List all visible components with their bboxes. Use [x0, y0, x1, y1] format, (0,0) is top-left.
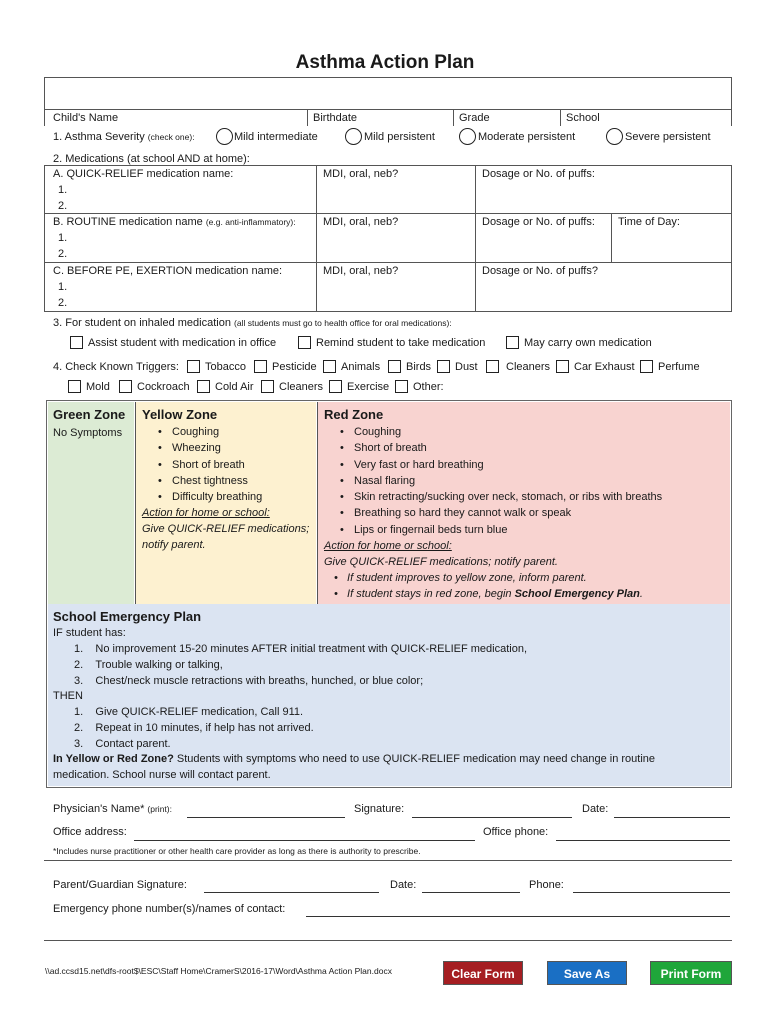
list-item: • Wheezing [154, 440, 262, 456]
severity-mild-persistent-radio[interactable] [345, 128, 362, 145]
parent-signature-field[interactable] [204, 892, 379, 893]
parent-signature-label: Parent/Guardian Signature: [53, 879, 187, 891]
parent-phone-field[interactable] [573, 892, 730, 893]
trigger-label: Other: [413, 381, 444, 393]
physician-name-field[interactable] [187, 817, 345, 818]
divider [453, 110, 454, 126]
list-item: • Nasal flaring [336, 473, 662, 489]
emergency-note: In Yellow or Red Zone? Students with symptoms who need to use QUICK-RELIEF medication may need change in routine [53, 753, 655, 765]
physician-date-field[interactable] [614, 817, 730, 818]
emergency-contact-field[interactable] [306, 916, 730, 917]
red-zone-symptoms [336, 424, 662, 538]
severity-option-label: Mild persistent [364, 131, 435, 143]
emergency-contact-label: Emergency phone number(s)/names of contact: [53, 903, 286, 915]
severity-option-label: Moderate persistent [478, 131, 576, 143]
list-item: 2. Trouble walking or talking, [74, 659, 223, 671]
yellow-action-line: Give QUICK-RELIEF medications; [142, 523, 310, 535]
trigger-label: Cockroach [137, 381, 190, 393]
office-phone-label: Office phone: [483, 826, 549, 838]
page-title: Asthma Action Plan [295, 52, 475, 73]
trigger-label: Cleaners [279, 381, 324, 393]
red-action-line: Give QUICK-RELIEF medications; notify parent. [324, 556, 558, 568]
office-address-label: Office address: [53, 826, 127, 838]
trigger-label: Pesticide [272, 361, 317, 373]
routine-line-1[interactable]: 1. [58, 232, 68, 244]
child-name-label: Child's Name [53, 112, 119, 124]
severity-option-label: Mild intermediate [234, 131, 318, 143]
trigger-cockroach-checkbox[interactable] [119, 380, 132, 393]
list-item: 1. Give QUICK-RELIEF medication, Call 911. [74, 706, 304, 718]
divider [44, 262, 732, 263]
list-item: • Difficulty breathing [154, 489, 262, 505]
school-emergency-plan [48, 604, 730, 786]
severity-moderate-persistent-radio[interactable] [459, 128, 476, 145]
routine-dose-label: Dosage or No. of puffs: [482, 216, 595, 228]
emergency-if-label: IF student has: [53, 627, 126, 639]
before-pe-dose-label: Dosage or No. of puffs? [482, 265, 598, 277]
divider [44, 940, 732, 941]
yellow-action-line: notify parent. [142, 539, 206, 551]
list-item: 1. No improvement 15-20 minutes AFTER initial treatment with QUICK-RELIEF medication, [74, 643, 528, 655]
remind-student-checkbox[interactable] [298, 336, 311, 349]
green-zone-text: No Symptoms [53, 427, 123, 439]
divider [731, 165, 732, 311]
list-item: • Short of breath [154, 457, 262, 473]
red-zone [318, 402, 730, 604]
trigger-label: Car Exhaust [574, 361, 635, 373]
divider [44, 110, 45, 126]
inhaled-option-label: Remind student to take medication [316, 337, 486, 349]
before-pe-line-2[interactable]: 2. [58, 297, 68, 309]
trigger-cleaners-2-checkbox[interactable] [261, 380, 274, 393]
physician-name-label: Physician's Name* (print): [53, 803, 172, 815]
list-item: • Short of breath [336, 440, 662, 456]
inhaled-heading: 3. For student on inhaled medication (all students must go to health office for oral medications): [53, 317, 452, 329]
green-zone [48, 402, 134, 604]
quick-relief-line-1[interactable]: 1. [58, 184, 68, 196]
divider [44, 165, 45, 311]
quick-relief-form-label: MDI, oral, neb? [323, 168, 399, 180]
routine-name-label: B. ROUTINE medication name (e.g. anti-inflammatory): [53, 216, 296, 228]
triggers-label: 4. Check Known Triggers: [53, 361, 179, 373]
divider [44, 165, 732, 166]
trigger-label: Cleaners [506, 361, 551, 373]
list-item: • Chest tightness [154, 473, 262, 489]
yellow-zone [136, 402, 316, 604]
trigger-label: Dust [455, 361, 478, 373]
physician-footnote: *Includes nurse practitioner or other health care provider as long as there is authority to prescribe. [53, 846, 421, 856]
trigger-label: Animals [341, 361, 381, 373]
list-item: • Coughing [336, 424, 662, 440]
green-zone-title: Green Zone [53, 407, 126, 422]
physician-signature-field[interactable] [412, 817, 572, 818]
yellow-zone-symptoms [154, 424, 262, 505]
trigger-car-exhaust-checkbox[interactable] [556, 360, 569, 373]
red-action-heading: Action for home or school: [324, 540, 452, 552]
list-item: • Breathing so hard they cannot walk or speak [336, 505, 662, 521]
trigger-tobacco-checkbox[interactable] [187, 360, 200, 373]
trigger-label: Perfume [658, 361, 700, 373]
divider [317, 402, 318, 604]
carry-own-checkbox[interactable] [506, 336, 519, 349]
physician-date-label: Date: [582, 803, 609, 815]
office-address-field[interactable] [134, 840, 475, 841]
quick-relief-line-2[interactable]: 2. [58, 200, 68, 212]
trigger-birds-checkbox[interactable] [388, 360, 401, 373]
before-pe-name-label: C. BEFORE PE, EXERTION medication name: [53, 265, 283, 277]
divider [135, 402, 136, 604]
quick-relief-dose-label: Dosage or No. of puffs: [482, 168, 595, 180]
save-as-button[interactable]: Save As [547, 961, 627, 985]
divider [316, 165, 317, 311]
severity-label: 1. Asthma Severity (check one): [53, 131, 195, 143]
trigger-label: Mold [86, 381, 110, 393]
before-pe-line-1[interactable]: 1. [58, 281, 68, 293]
child-info-field[interactable] [44, 77, 732, 110]
list-item: 3. Chest/neck muscle retractions with breaths, hunched, or blue color; [74, 675, 424, 687]
red-zone-title: Red Zone [324, 407, 384, 422]
divider [44, 860, 732, 861]
trigger-label: Tobacco [205, 361, 246, 373]
severity-severe-persistent-radio[interactable] [606, 128, 623, 145]
list-item: 3. Contact parent. [74, 738, 171, 750]
divider [475, 165, 476, 311]
list-item: • Very fast or hard breathing [336, 457, 662, 473]
routine-line-2[interactable]: 2. [58, 248, 68, 260]
medications-heading: 2. Medications (at school AND at home): [53, 153, 250, 165]
trigger-perfume-checkbox[interactable] [640, 360, 653, 373]
divider [731, 110, 732, 126]
trigger-label: Exercise [347, 381, 390, 393]
file-path: \\ad.ccsd15.net\dfs-root$\ESC\Staff Home\CramerS\2016-17\Word\Asthma Action Plan.docx [45, 966, 392, 976]
print-form-button[interactable]: Print Form [650, 961, 732, 985]
yellow-zone-title: Yellow Zone [142, 407, 218, 422]
list-item: • Skin retracting/sucking over neck, stomach, or ribs with breaths [336, 489, 662, 505]
school-label: School [566, 112, 600, 124]
trigger-animals-checkbox[interactable] [323, 360, 336, 373]
divider [611, 213, 612, 262]
birthdate-label: Birthdate [313, 112, 358, 124]
assist-student-checkbox[interactable] [70, 336, 83, 349]
before-pe-form-label: MDI, oral, neb? [323, 265, 399, 277]
parent-date-label: Date: [390, 879, 417, 891]
yellow-action-heading: Action for home or school: [142, 507, 270, 519]
red-action-sub: • If student improves to yellow zone, inform parent. [334, 572, 587, 584]
parent-date-field[interactable] [422, 892, 520, 893]
divider [44, 213, 732, 214]
divider [44, 311, 732, 312]
list-item: 2. Repeat in 10 minutes, if help has not arrived. [74, 722, 314, 734]
trigger-label: Cold Air [215, 381, 254, 393]
emergency-then-label: THEN [53, 690, 83, 702]
grade-label: Grade [459, 112, 490, 124]
routine-time-label: Time of Day: [618, 216, 680, 228]
clear-form-button[interactable]: Clear Form [443, 961, 523, 985]
office-phone-field[interactable] [556, 840, 730, 841]
inhaled-option-label: Assist student with medication in office [88, 337, 277, 349]
quick-relief-name-label: A. QUICK-RELIEF medication name: [53, 168, 234, 180]
trigger-cold-air-checkbox[interactable] [197, 380, 210, 393]
trigger-mold-checkbox[interactable] [68, 380, 81, 393]
inhaled-option-label: May carry own medication [524, 337, 652, 349]
parent-phone-label: Phone: [529, 879, 564, 891]
red-action-sub: • If student stays in red zone, begin School Emergency Plan. [334, 588, 643, 600]
routine-form-label: MDI, oral, neb? [323, 216, 399, 228]
physician-signature-label: Signature: [354, 803, 405, 815]
trigger-label: Birds [406, 361, 432, 373]
emergency-title: School Emergency Plan [53, 609, 202, 624]
trigger-dust-checkbox[interactable] [437, 360, 450, 373]
divider [307, 110, 308, 126]
trigger-exercise-checkbox[interactable] [329, 380, 342, 393]
list-item: • Coughing [154, 424, 262, 440]
severity-mild-intermediate-radio[interactable] [216, 128, 233, 145]
trigger-cleaners-checkbox[interactable] [486, 360, 499, 373]
divider [560, 110, 561, 126]
emergency-note-line: medication. School nurse will contact parent. [53, 769, 271, 781]
trigger-pesticide-checkbox[interactable] [254, 360, 267, 373]
severity-option-label: Severe persistent [625, 131, 711, 143]
trigger-other-checkbox[interactable] [395, 380, 408, 393]
list-item: • Lips or fingernail beds turn blue [336, 522, 662, 538]
